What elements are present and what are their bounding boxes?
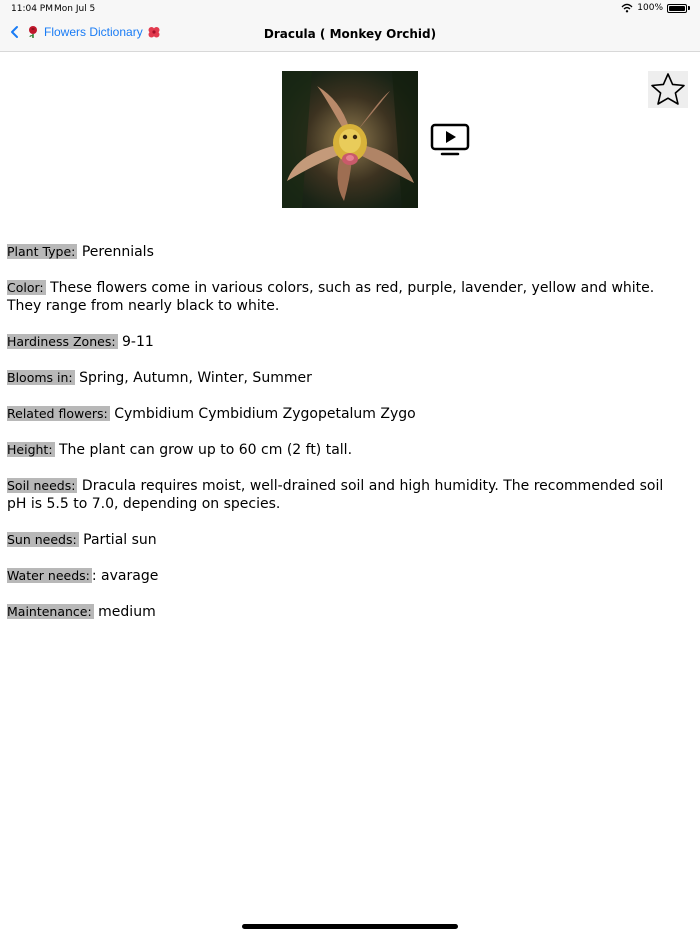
back-button-label: Flowers Dictionary	[44, 25, 143, 39]
detail-label: Height:	[7, 442, 53, 457]
battery-icon	[667, 4, 687, 13]
star-icon	[648, 71, 688, 108]
home-indicator[interactable]	[242, 924, 458, 929]
favorite-button[interactable]	[648, 71, 688, 108]
detail-height	[7, 441, 684, 459]
detail-color	[7, 279, 684, 315]
detail-value: Dracula requires moist, well-drained soil and high humidity. The recommended soil pH is 5.5 to 7.0, depending on species.	[7, 478, 664, 512]
detail-blooms-in	[7, 369, 684, 387]
status-right	[621, 3, 690, 13]
detail-value: Perennials	[77, 244, 154, 260]
battery-percent: 100%	[637, 3, 663, 13]
wifi-icon	[621, 3, 633, 13]
detail-sun-needs	[7, 531, 684, 549]
detail-label: Hardiness Zones:	[7, 334, 116, 349]
detail-label: Related flowers:	[7, 406, 108, 421]
detail-value: These flowers come in various colors, such as red, purple, lavender, yellow and white. They range from nearly black to white.	[7, 280, 655, 314]
detail-water-needs	[7, 567, 684, 585]
detail-label: Sun needs:	[7, 532, 77, 547]
battery-fill	[669, 6, 685, 11]
detail-label: Water needs:	[7, 568, 90, 583]
status-time: 11:04 PM	[11, 4, 53, 14]
detail-value: Spring, Autumn, Winter, Summer	[74, 370, 312, 386]
battery-cap	[688, 6, 690, 10]
detail-label: Color:	[7, 280, 44, 295]
tv-play-icon[interactable]	[430, 123, 470, 157]
detail-maintenance	[7, 603, 684, 621]
orchid-image	[282, 71, 418, 208]
page-title: Dracula ( Monkey Orchid)	[263, 27, 437, 41]
detail-label: Blooms in:	[7, 370, 73, 385]
detail-label: Soil needs:	[7, 478, 76, 493]
status-date: Mon Jul 5	[54, 4, 96, 14]
detail-value: The plant can grow up to 60 cm (2 ft) tall.	[54, 442, 353, 458]
flower-photo	[282, 71, 418, 208]
detail-value: : avarage	[91, 568, 159, 584]
detail-value: Partial sun	[78, 532, 157, 548]
detail-hardiness-zones	[7, 333, 684, 351]
detail-related-flowers	[7, 405, 684, 423]
flower-details	[7, 243, 684, 639]
detail-soil-needs	[7, 477, 684, 513]
detail-value: Cymbidium Cymbidium Zygopetalum Zygo	[109, 406, 416, 422]
status-bar	[0, 0, 700, 18]
detail-value: 9-11	[117, 334, 154, 350]
detail-label: Plant Type:	[7, 244, 76, 259]
detail-label: Maintenance:	[7, 604, 92, 619]
detail-plant-type	[7, 243, 684, 261]
navigation-bar	[0, 18, 700, 52]
detail-value: medium	[93, 604, 156, 620]
